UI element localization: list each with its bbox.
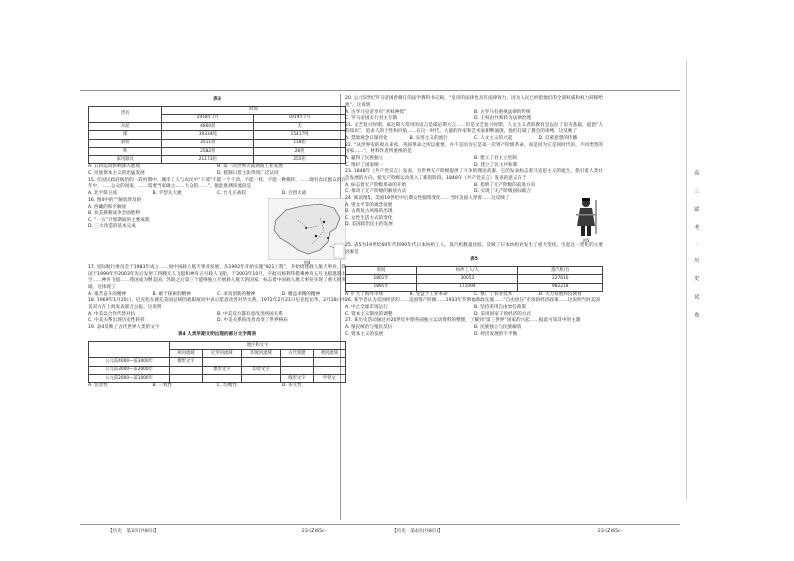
table-row: [89, 131, 346, 139]
question-23: 23. 1848年《共产党宣言》发表，为世界无产阶级提供了斗争的理论武器，它的发表标志着马克思主义的诞生，指引着人类社会发展的方向，使无产阶级运动进入了新的阶段。1848年《共产党宣言》发表的意义在于: [345, 169, 603, 181]
option[interactable]: B. 坚持采用自由放任政策: [474, 305, 527, 311]
option[interactable]: A. 中美以合作代替对抗: [88, 311, 136, 317]
option[interactable]: D. 三大改造的基本完成: [88, 224, 136, 230]
question-24: 24. 阅读图5，美国19世纪中后期女性服饰变化……当时美国人穿着……这反映了: [345, 195, 510, 201]
q26-options: [345, 305, 603, 318]
option[interactable]: C. 求真创新的精神: [217, 291, 256, 297]
question-25: 25. 表5为19世纪60年代和90年代日本纺织工人、蒸汽机数量比较，反映了日本纺织业发生了重大变化。引起这一变化的主要因素是: [345, 243, 603, 255]
table5: [345, 266, 603, 292]
cell: 楔形文字: [170, 358, 202, 366]
option[interactable]: C. 中美关系出现历史性转折: [88, 318, 145, 324]
map-caption: 图4: [303, 259, 311, 265]
cell: 30053: [417, 275, 518, 283]
table3-col1: 1918年7月: [162, 114, 254, 122]
column-header: 蒸汽机/台: [518, 266, 603, 274]
table3-col2: 1919年7月: [254, 114, 346, 122]
option[interactable]: D. 美国政治民主的发展: [345, 222, 393, 228]
cell: 无: [254, 123, 346, 131]
q21-options: [345, 136, 603, 143]
cell: [281, 366, 313, 374]
option[interactable]: C. 台儿庄战役: [217, 191, 247, 197]
footer-left: [108, 529, 326, 536]
option[interactable]: C. 推动了无产阶级的解放方式: [345, 189, 407, 195]
cell: [241, 375, 280, 383]
column-header: 黄河流域: [313, 350, 345, 358]
option[interactable]: B. 民族独立与民族解放: [474, 325, 522, 331]
cell: 甲骨文: [313, 375, 345, 383]
china-map-figure: [268, 198, 346, 266]
question-22: 22. “从世界史的观点来看，英国革命之所以重要，并不是因为它是第一次资产阶级革命，而是因为它是同时代的、不同类型的国家……”，材料作者所重视的是: [345, 142, 603, 155]
option[interactable]: C. 罗马帝国实行君主专制: [345, 116, 398, 122]
cell: 171094: [417, 283, 518, 291]
question-21: 21. 文艺复兴时期，威尼斯人常用的语言是威尼斯方言……但是文艺复兴时期，人文主义者的教育是以拉丁语为基础，提倡“人的知识”，追求人的个性和价值……在这一时代，大量的作家和艺术家相继涌现，他们打破了教会的束缚，这反映了: [345, 122, 603, 135]
option[interactable]: D. 启蒙思想的传播: [538, 136, 578, 142]
option[interactable]: B. 受益于工业革命: [409, 291, 448, 297]
option[interactable]: D. 抵制日货主张得到广泛认同: [217, 171, 279, 176]
cell: 118担: [254, 139, 346, 147]
option[interactable]: A. 男女平等的观念发展: [345, 202, 393, 208]
option[interactable]: B. 中美双方都有意改善两国关系: [217, 311, 283, 317]
option[interactable]: A. 西藏的和平解放: [88, 204, 127, 210]
cell: 15417吨: [254, 131, 346, 139]
cell: 线形文字: [281, 375, 313, 383]
table-row: [89, 147, 346, 155]
option[interactable]: A. 禁欲观念日渐淡化: [345, 136, 388, 142]
option[interactable]: D. 实现了无产阶级国际联合: [474, 189, 531, 195]
table3-header-period: 时间: [162, 106, 346, 114]
cell: 斜铁: [89, 139, 162, 147]
cell: 28担: [254, 147, 346, 155]
question-16: 16. 图4中的“”解放涉及的: [88, 197, 142, 203]
cell: 2582担: [162, 147, 254, 155]
left-column: [88, 96, 346, 390]
option[interactable]: B. 建立了君主立宪制: [474, 156, 517, 162]
table4-title: 表4 人类早期文明出现的部分文字简表: [177, 332, 257, 338]
exam-code: ·23-(Z)65c·: [596, 529, 622, 534]
table3: [88, 106, 346, 165]
option[interactable]: A. 标志着无产阶级革命的开始: [345, 182, 407, 188]
cell: [313, 366, 345, 374]
option[interactable]: B. 实用主义的流行: [409, 136, 448, 142]
table-row: [346, 283, 603, 291]
table4: [88, 341, 346, 383]
cell: [202, 358, 241, 366]
column-header: 古代希腊: [281, 350, 313, 358]
option[interactable]: B. 古典复古风格的出现: [345, 209, 393, 215]
option[interactable]: A. 扩大了海外市场: [345, 291, 384, 297]
cell: 255担: [254, 156, 346, 164]
option[interactable]: B. 平型关大捷: [152, 191, 182, 197]
option[interactable]: A. 中止全球市场运行: [345, 305, 388, 311]
table-row: [89, 358, 346, 366]
cell: 公元前2000—前1000年: [89, 375, 170, 383]
option[interactable]: D. 大力发展科技教育: [538, 291, 582, 297]
option[interactable]: D. 多元性: [281, 383, 302, 389]
cell: 铁: [89, 147, 162, 155]
q19-options: [88, 383, 346, 390]
cell: 公元前4000—前3000年: [89, 358, 170, 366]
option[interactable]: B. 古罗马有重视法律的传统: [474, 109, 531, 115]
cell: 家用器具: [89, 156, 162, 164]
option[interactable]: C. 推广了农业技术: [474, 291, 513, 297]
option[interactable]: B. 敢于探索的精神: [152, 291, 191, 297]
cell: 1861年: [346, 275, 417, 283]
option[interactable]: D. 经济发展的不平衡: [474, 331, 518, 337]
option[interactable]: D. 百团大战: [281, 191, 307, 197]
cell: [170, 366, 202, 374]
option[interactable]: B. 第一次世界大战期间工业发展: [217, 164, 283, 170]
china-map-icon: [268, 198, 346, 260]
q14-options: [88, 164, 346, 177]
table-row: [89, 123, 346, 131]
cell: [170, 375, 202, 383]
cell: 煤: [89, 131, 162, 139]
footer-right: [392, 529, 622, 536]
question-15: 15. 在国民政府统治的一段时期中，城市工人与农民中“干部”不能一个干劲，不能一样，不能一种模样，……现有农民群众的百年中，……公众的国家，……需要当家做主……大众的……”。据此推测该流段是: [88, 177, 346, 190]
table4-group-header: 地区和文字: [170, 341, 346, 349]
question-26: 26. 某学者认为美国经济的……美国资产阶级……1933年罗斯福新政实施……“自由放任”市场的经济政策……这说明当时美国: [345, 298, 600, 304]
page-label: 【历史 第4页(共8页)】: [392, 529, 443, 534]
option[interactable]: C. 维护了国家统一: [345, 162, 384, 168]
option[interactable]: C. 民族资本主义的迅猛发展: [88, 171, 145, 176]
table-row: [89, 375, 346, 383]
table3-title: 表3: [213, 97, 221, 102]
cell: [241, 358, 280, 366]
option[interactable]: C. 均衡性: [217, 383, 237, 389]
option[interactable]: C. 资本主义的发展: [345, 331, 384, 337]
option[interactable]: D. 精益求精的精神: [281, 291, 321, 297]
cell: 4800担: [162, 123, 254, 131]
option[interactable]: D. 建立了民主共和制: [474, 162, 518, 168]
cell: 1891年: [346, 283, 417, 291]
option[interactable]: C. 资本主义制度的调整: [345, 311, 393, 317]
option[interactable]: B. 一致性: [152, 383, 173, 389]
table-row: [89, 366, 346, 374]
option[interactable]: C. “一五”计划期间的主要成就: [88, 217, 150, 223]
table5-title: 表5: [470, 257, 478, 263]
q23-options: [345, 183, 603, 196]
option[interactable]: B. 指明了无产阶级的前进方向: [474, 182, 536, 188]
column-header: 印度河流域: [241, 350, 280, 358]
cell: [281, 358, 313, 366]
column-header: 两河流域: [170, 350, 202, 358]
cell: 印章文字: [241, 366, 280, 374]
cell: [202, 375, 241, 383]
cell: [313, 358, 345, 366]
option[interactable]: D. 王权由共和转为法律治理: [474, 116, 531, 122]
cell: 象形文字: [202, 366, 241, 374]
question-17: 17. 星际航行委员会于1983年成立……国中国载人航天事业发展，从1992年开始实施“921工程”，开始组建载人航天事业，我国于1999年至2003年先后发射了四艘无人飞船和神舟五号载人飞船，于2003年10月，宇航员杨利伟搭乘神舟五号飞船遨游太空……神舟飞船……我国成为继美国、苏联之后第三个能够独立开展载人航天的国家，标志着中国载人航天事业实现了重大的突破。这体现了: [88, 265, 346, 290]
exam-code: ·23-(Z)65c·: [300, 529, 326, 534]
option[interactable]: C. 女性生活方式的变化: [345, 215, 393, 221]
option[interactable]: D. 采用国家干预经济的方式: [474, 311, 531, 317]
q20-options: [345, 110, 603, 123]
q16-block: [88, 198, 346, 266]
cell: 公元前3000—前2000年: [89, 366, 170, 374]
question-19: 19. 表4反映了古代世界人类的文字: [88, 324, 160, 330]
right-column: [345, 96, 603, 338]
question-20: 20. 公元5世纪罗马帝国曾修订的法学教科书记载，“皇帝的法律也具有法律效力，因为人民已经把他们的全部权威和权力转移给他”。这说明: [345, 96, 603, 108]
cell: 21173担: [162, 156, 254, 164]
question-18: 18. 1969年1月20日，尼克松在就任美国总统的就职演说中表示愿意改善对华关系。1972年2月21日尼克松访华，2月28日中美双方在上海发表联合公报。这说明: [88, 298, 346, 310]
option[interactable]: A. 五四运动影响深入展现: [88, 164, 140, 170]
option[interactable]: A. 古罗马皇帝享有“君权神授”: [345, 109, 407, 115]
soldier-figure: [569, 196, 603, 244]
page-label: 【历史 第3页(共8页)】: [108, 529, 159, 534]
cell: 水泥: [89, 123, 162, 131]
table-row: [89, 139, 346, 147]
option[interactable]: A. 赢得了民族独立: [345, 156, 384, 162]
q18-options: [88, 312, 346, 325]
option[interactable]: A. 北平保卫战: [88, 191, 117, 197]
cell: 3511担: [162, 139, 254, 147]
soldier-caption: 图5: [582, 237, 590, 243]
option[interactable]: C. 人文主义的兴起: [474, 136, 513, 142]
cell: 39334吨: [162, 131, 254, 139]
q24-block: [345, 196, 603, 244]
q22-options: [345, 156, 603, 169]
option[interactable]: D. 中美关系的改善改变了世界格局: [217, 318, 288, 324]
option[interactable]: A. 殖民统治与殖民反抗: [345, 325, 393, 331]
option[interactable]: B. 抗美援朝战争全面胜利: [88, 211, 141, 217]
option[interactable]: A. 包容性: [88, 383, 108, 389]
q27-options: [345, 325, 603, 338]
column-header: 纺纱工人/人: [417, 266, 518, 274]
table3-header-item: 货名: [89, 106, 162, 123]
column-header: 时间: [346, 266, 417, 274]
column-header: 尼罗河流域: [202, 350, 241, 358]
side-vertical-label: 高三联考·历史试卷: [693, 170, 700, 331]
table-row: [89, 156, 346, 164]
cell: 982218: [518, 283, 603, 291]
cell: 227610: [518, 275, 603, 283]
option[interactable]: A. 艰苦奋斗的精神: [88, 291, 127, 297]
table-row: [346, 275, 603, 283]
soldier-illustration-icon: [569, 196, 603, 238]
table4-corner: [89, 341, 170, 358]
question-27: 27. 某历史活动通过对20世纪中期各国独立运动资料的整理，了解到“第三世界”国家的兴起……据此可知其中的主题: [345, 318, 581, 324]
